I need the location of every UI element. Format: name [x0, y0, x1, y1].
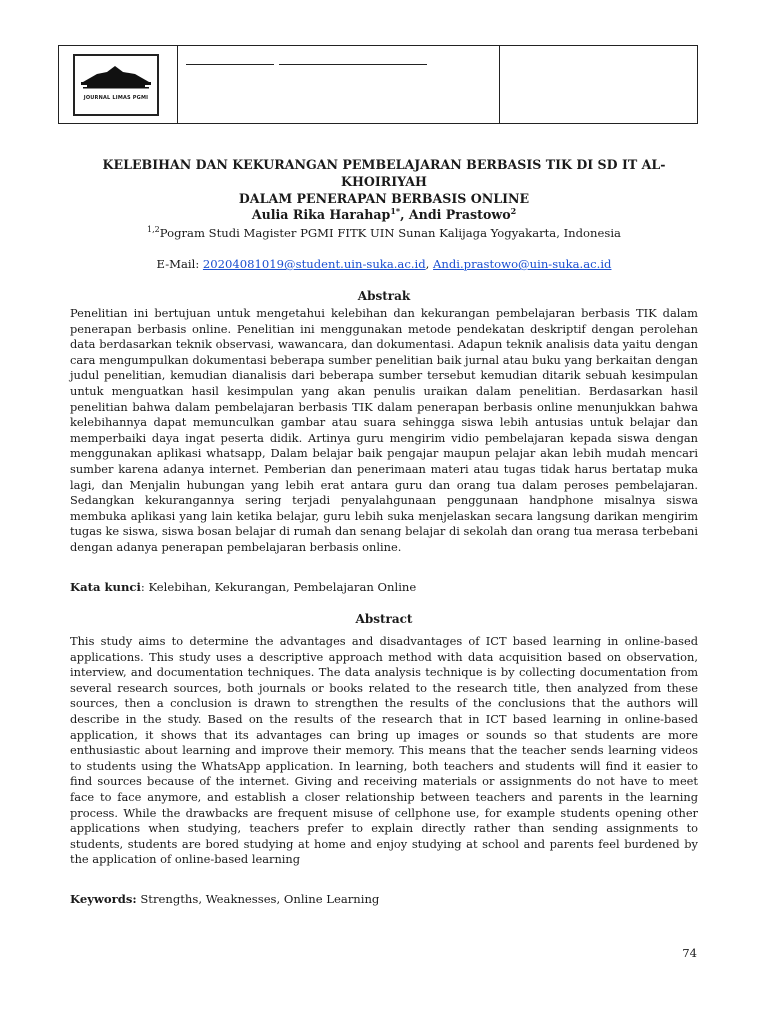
author-name: Aulia Rika Harahap [251, 207, 391, 222]
author-name: Andi Prastowo [408, 207, 511, 222]
header-logo-cell [59, 46, 178, 123]
kata-kunci-text: : Kelebihan, Kekurangan, Pembelajaran Online [140, 580, 417, 594]
email-line [70, 257, 698, 271]
email-label: E-Mail: [156, 257, 203, 271]
keywords-line [70, 892, 698, 906]
abstract-body: This study aims to determine the advantages and disadvantages of ICT based learning in online-based applications. This study uses a descriptive approach method with data acquisition based on observation, interview, and documentation techniques. The data analysis technique is by collecting documentation from several research sources, both journals or books related to the research title, then analyzed from these sources, then a conclusion is drawn to strengthen the results of the conclusions that the authors will describe in the study. Based on the results of the research that in ICT based learning in online-based application, it shows that its advantages can bring up images or sounds so that students are more enthusiastic about learning and improve their memory. This means that the teacher sends learning videos to students using the WhatsApp application. In learning, both teachers and students will find it easier to find sources because of the internet. Giving and receiving materials or assignments do not have to meet face to face anymore, and establish a closer relationship between teachers and parents in the learning process. While the drawbacks are frequent misuse of cellphone use, for example students opening other applications when studying, teachers prefer to explain directly rather than sending assignments to students, students are bored studying at home and enjoy studying at school and parents feel burdened by the application of online-based learning [70, 634, 698, 867]
header-empty-cell [500, 46, 697, 123]
abstrak-body: Penelitian ini bertujuan untuk mengetahui kelebihan dan kekurangan pembelajaran berbasis TIK dalam penerapan berbasis online. Penelitian ini menggunakan metode pendekatan deskriptif dengan perolehan data berdasarkan teknik observasi, wawancara, dan dokumentasi. Adapun teknik analisis data yaitu dengan cara mengumpulkan dokumentasi beberapa sumber penelitian baik jurnal atau buku yang berkaitan dengan judul penelitian, kemudian dianalisis dari beberapa sumber tersebut kemudian ditarik sebuah kesimpulan untuk menguatkan hasil kesimpulan yang akan penulis uraikan dalam penelitian. Berdasarkan hasil penelitian bahwa dalam pembelajaran berbasis TIK dalam penerapan berbasis online menunjukkan bahwa kelebihannya dapat memunculkan gambar atau suara sehingga siswa lebih antusias untuk belajar dan memperbaiki daya ingat peserta didik. Artinya guru mengirim vidio pembelajaran kepada siswa dengan menggunakan aplikasi whatsapp, Dalam belajar baik pengajar maupun pelajar akan lebih mudah mencari sumber karena adanya internet. Pemberian dan penerimaan materi atau tugas tidak harus bertatap muka lagi, dan Menjalin hubungan yang lebih erat antara guru dan orang tua dalam peroses pembelajaran. Sedangkan kekurangannya sering terjadi penyalahgunaan penggunaan handphone misalnya siswa membuka aplikasi yang lain ketika belajar, guru lebih suka menjelaskan secara langsung darikan mengirim tugas ke siswa, siswa bosan belajar di rumah dan senang belajar di sekolah dan orang tua merasa terbebani dengan adanya penerapan pembelajaran berbasis online. [70, 306, 698, 554]
header-info-cell [178, 46, 500, 123]
email-link-1[interactable]: 20204081019@student.uin-suka.ac.id [202, 257, 426, 271]
affiliation-marker: 1,2 [147, 225, 160, 235]
limas-house-icon [77, 60, 155, 96]
journal-header-table [58, 45, 698, 124]
title-line: DALAM PENERAPAN BERBASIS ONLINE [238, 191, 530, 206]
email-separator: , [425, 257, 434, 271]
abstrak-heading: Abstrak [357, 289, 411, 303]
paper-title [70, 156, 698, 207]
kata-kunci-label: Kata kunci [70, 580, 141, 594]
author-marker: 2 [510, 205, 517, 216]
keywords-text: Strengths, Weaknesses, Online Learning [136, 892, 380, 906]
author-separator: , [400, 207, 409, 222]
email-link-2[interactable]: Andi.prastowo@uin-suka.ac.id [433, 257, 612, 271]
abstract-heading: Abstract [355, 612, 413, 626]
affiliation [70, 226, 698, 240]
author-marker: 1* [390, 205, 401, 216]
header-rule [186, 64, 274, 65]
logo-text: JOURNAL LIMAS PGMI [83, 95, 149, 101]
header-rule [279, 64, 427, 65]
journal-logo [73, 54, 159, 116]
author-line [70, 207, 698, 222]
title-line: KELEBIHAN DAN KEKURANGAN PEMBELAJARAN BERBASIS TIK DI SD IT AL-KHOIRIYAH [102, 157, 666, 189]
kata-kunci-line [70, 580, 698, 594]
affiliation-text: Pogram Studi Magister PGMI FITK UIN Sunan Kalijaga Yogyakarta, Indonesia [159, 226, 621, 240]
keywords-label: Keywords: [70, 892, 137, 906]
page-number: 74 [682, 946, 697, 960]
